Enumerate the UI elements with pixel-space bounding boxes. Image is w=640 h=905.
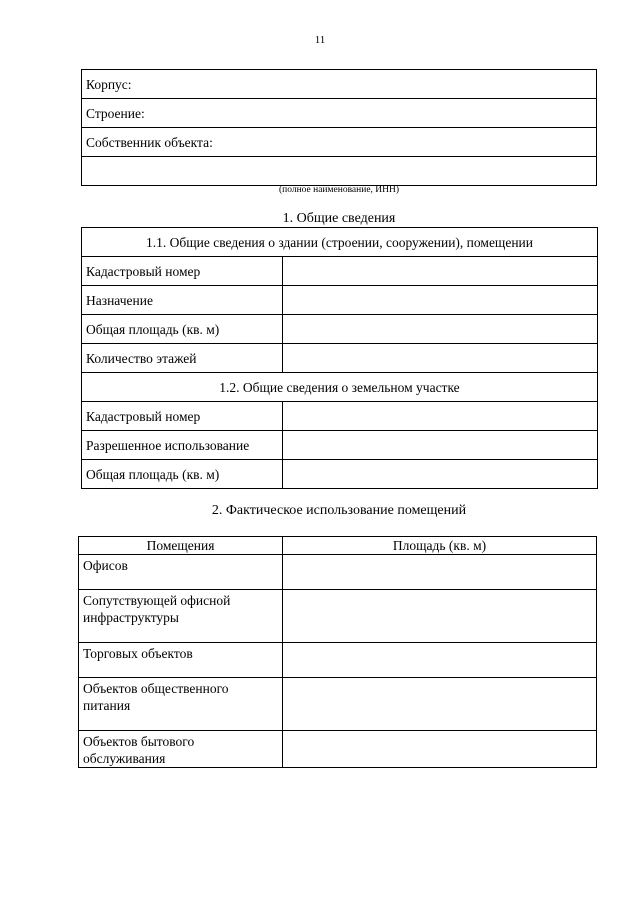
catering-label: Объектов общественного питания	[79, 678, 283, 731]
land-area-value[interactable]	[283, 460, 598, 489]
table-row	[82, 257, 598, 286]
building-subheading: 1.1. Общие сведения о здании (строении, сооружении), помещении	[82, 228, 598, 257]
building-cadastral-label: Кадастровый номер	[82, 257, 283, 286]
retail-area-value[interactable]	[283, 643, 597, 678]
section2-title: 2. Фактическое использование помещений	[211, 503, 467, 518]
table-row	[82, 128, 597, 157]
table-row	[82, 373, 598, 402]
premises-usage-table	[78, 536, 597, 768]
table-row	[79, 678, 597, 731]
section1-title: 1. Общие сведения	[282, 211, 396, 226]
offices-label: Офисов	[79, 555, 283, 590]
page-number: 11	[314, 34, 326, 46]
building-area-label: Общая площадь (кв. м)	[82, 315, 283, 344]
building-floors-label: Количество этажей	[82, 344, 283, 373]
table-row	[82, 402, 598, 431]
owner-caption: (полное наименование, ИНН)	[278, 185, 400, 195]
table-header-row	[79, 537, 597, 555]
building-floors-value[interactable]	[283, 344, 598, 373]
office-infrastructure-label: Сопутствующей офисной инфраструктуры	[79, 590, 283, 643]
table-row	[82, 344, 598, 373]
building-purpose-value[interactable]	[283, 286, 598, 315]
land-usage-value[interactable]	[283, 431, 598, 460]
table-row	[82, 286, 598, 315]
offices-area-value[interactable]	[283, 555, 597, 590]
building-purpose-label: Назначение	[82, 286, 283, 315]
consumer-services-label: Объектов бытового обслуживания	[79, 731, 283, 768]
stroenie-field[interactable]: Строение:	[82, 99, 597, 128]
table-row	[79, 643, 597, 678]
table-row	[82, 460, 598, 489]
retail-label: Торговых объектов	[79, 643, 283, 678]
table-row	[82, 228, 598, 257]
table-row	[82, 157, 597, 186]
owner-label[interactable]: Собственник объекта:	[82, 128, 597, 157]
land-subheading: 1.2. Общие сведения о земельном участке	[82, 373, 598, 402]
korpus-field[interactable]: Корпус:	[82, 70, 597, 99]
area-column-header: Площадь (кв. м)	[283, 537, 597, 555]
table-row	[82, 431, 598, 460]
building-cadastral-value[interactable]	[283, 257, 598, 286]
catering-area-value[interactable]	[283, 678, 597, 731]
land-cadastral-value[interactable]	[283, 402, 598, 431]
owner-table	[81, 69, 597, 186]
table-row	[82, 70, 597, 99]
premises-column-header: Помещения	[79, 537, 283, 555]
building-area-value[interactable]	[283, 315, 598, 344]
table-row	[79, 555, 597, 590]
table-row	[79, 590, 597, 643]
consumer-services-area-value[interactable]	[283, 731, 597, 768]
owner-name-field[interactable]	[82, 157, 597, 186]
table-row	[82, 99, 597, 128]
land-area-label: Общая площадь (кв. м)	[82, 460, 283, 489]
table-row	[82, 315, 598, 344]
table-row	[79, 731, 597, 768]
land-usage-label: Разрешенное использование	[82, 431, 283, 460]
general-info-table	[81, 227, 598, 489]
office-infrastructure-area-value[interactable]	[283, 590, 597, 643]
land-cadastral-label: Кадастровый номер	[82, 402, 283, 431]
